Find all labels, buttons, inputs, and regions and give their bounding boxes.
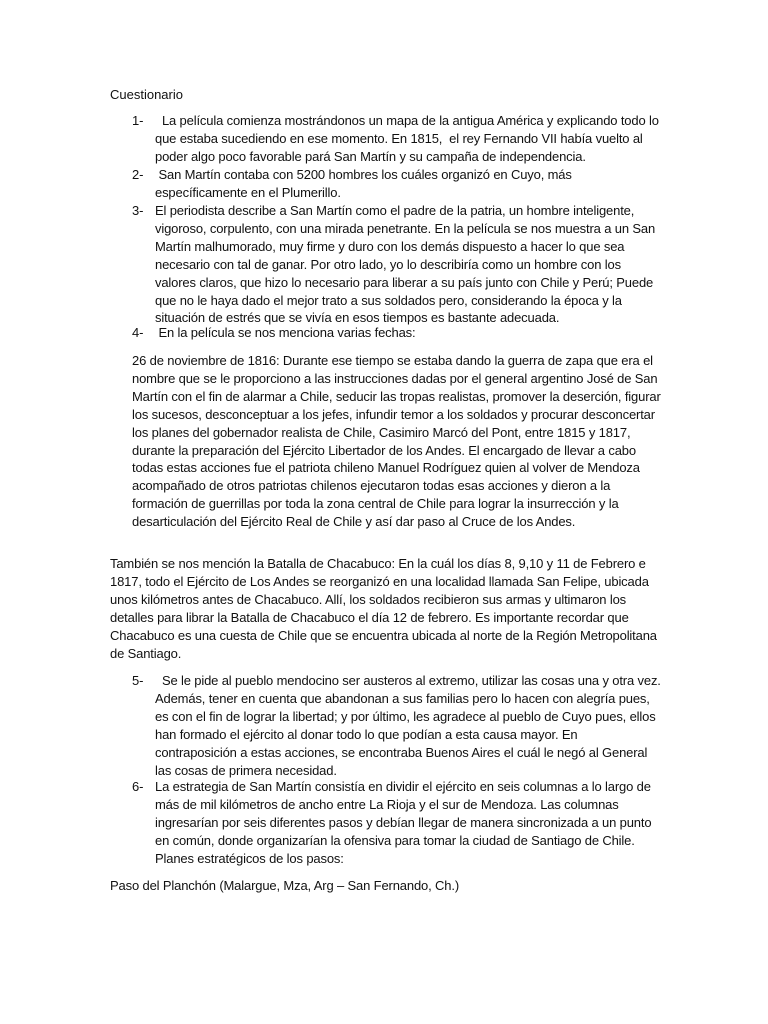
paragraph-batalla-chacabuco: También se nos mención la Batalla de Chacabuco: En la cuál los días 8, 9,10 y 11 de Febrero e 1817, todo el Ejército de Los Andes se reorganizó en una localidad llamada San Felipe, ubicada unos kilómetros antes de Chacabuco. Allí, los soldados recibieron sus armas y ultimaron los detalles para librar la Batalla de Chacabuco el día 12 de febrero. Es importante recordar que Chacabuco es una cuesta de Chile que se encuentra ubicada al norte de la Región Metropolitana de Santiago. xyxy=(110,556,657,661)
list-item-2 xyxy=(132,166,662,202)
item-number: 5- xyxy=(132,673,144,688)
item-text: San Martín contaba con 5200 hombres los cuáles organizó en Cuyo, más específicamente en el Plumerillo. xyxy=(155,167,576,200)
list-item-3 xyxy=(132,202,662,327)
item-number: 6- xyxy=(132,779,144,794)
list-item-1 xyxy=(132,112,662,166)
item-number: 2- xyxy=(132,167,144,182)
paragraph-guerra-de-zapa: 26 de noviembre de 1816: Durante ese tiempo se estaba dando la guerra de zapa que era el nombre que se le proporciono a las instrucciones dadas por el general argentino José de San Martín con el fin de alarmar a Chile, seducir las tropas realistas, promover la deserción, figurar los sucesos, desconceptuar a los jefes, infundir temor a los soldados y procurar desconcertar los planes del gobernador realista de Chile, Casimiro Marcó del Pont, entre 1815 y 1817, durante la preparación del Ejército Libertador de los Andes. El encargado de llevar a cabo todas estas acciones fue el patriota chileno Manuel Rodríguez quien al volver de Mendoza acompañado de otros patriotas chilenos ejecutaron todas esas acciones y dieron a la formación de guerrillas por toda la zona central de Chile para lograr la insurrección y la desarticulación del Ejército Real de Chile y así dar paso al Cruce de los Andes. xyxy=(132,353,661,530)
item-text: En la película se nos menciona varias fechas: xyxy=(155,325,416,340)
item-text: El periodista describe a San Martín como el padre de la patria, un hombre inteligente, vigoroso, corpulento, con una mirada penetrante. En la película se nos muestra a un San Martín malhumorado, muy firme y duro con los demás dispuesto a hacer lo que sea necesario con tal de ganar. Por otro lado, yo lo describiría como un hombre con los valores claros, que hizo lo necesario para liberar a su país junto con Chile y Perú; Puede que no le haya dado el mejor trato a sus soldados pero, considerando la época y la situación de estrés que se vivía en esos tiempos es bastante adecuada. xyxy=(155,203,656,326)
document-title: Cuestionario xyxy=(110,87,183,102)
item-text: La película comienza mostrándonos un mapa de la antigua América y explicando todo lo que estaba sucediendo en ese momento. En 1815, el rey Fernando VII había vuelto al poder algo poco favorable pará San Martín y su campaña de independencia. xyxy=(155,113,663,164)
item-number: 4- xyxy=(132,325,144,340)
item-number: 1- xyxy=(132,113,144,128)
paragraph-paso-planchon: Paso del Planchón (Malargue, Mza, Arg – San Fernando, Ch.) xyxy=(110,878,459,893)
list-item-6 xyxy=(132,778,662,868)
item-text: Se le pide al pueblo mendocino ser austeros al extremo, utilizar las cosas una y otra vez. Además, tener en cuenta que abandonan a sus familias pero lo hacen con alegría pues, es con el fin de lograr la libertad; y por último, les agradece al pueblo de Cuyo pues, ellos han formado el ejército al donar todo lo que podían a esta causa mayor. En contraposición a estas acciones, se encontraba Buenos Aires el cuál le negó al General las cosas de primera necesidad. xyxy=(155,673,664,778)
item-text: La estrategia de San Martín consistía en dividir el ejército en seis columnas a lo largo de más de mil kilómetros de ancho entre La Rioja y el sur de Mendoza. Las columnas ingresarían por seis diferentes pasos y debían llegar de manera sincronizada a un punto en común, donde organizarían la ofensiva para tomar la ciudad de Santiago de Chile. Planes estratégicos de los pasos: xyxy=(155,779,652,866)
list-item-4 xyxy=(132,324,662,342)
item-number: 3- xyxy=(132,203,144,218)
list-item-5 xyxy=(132,672,662,779)
